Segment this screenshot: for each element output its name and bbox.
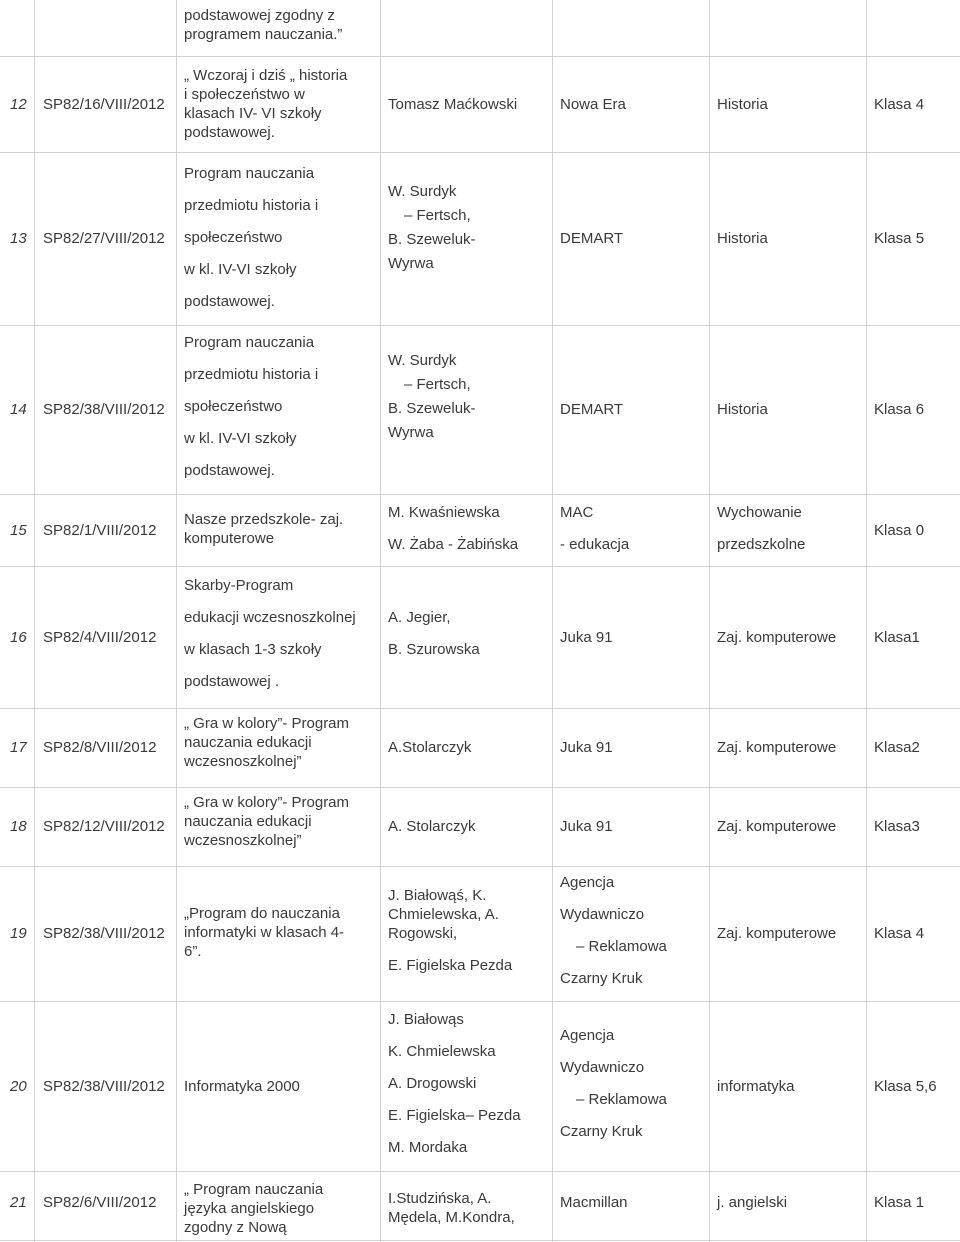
publisher: DEMART [560, 401, 624, 418]
class-level: Klasa 6 [874, 401, 925, 418]
publisher: MAC - edukacja [560, 504, 630, 553]
program-code: SP82/38/VIII/2012 [43, 401, 165, 418]
publisher: Agencja Wydawniczo – Reklamowa Czarny Kruk [560, 874, 667, 987]
author: I.Studzińska, A. Mędela, M.Kondra, [388, 1190, 515, 1226]
class-level: Klasa 4 [874, 95, 925, 113]
class-level: Klasa 5,6 [874, 1077, 937, 1095]
program-code: SP82/6/VIII/2012 [43, 1193, 157, 1211]
program-title: Informatyka 2000 [184, 1077, 300, 1095]
row-number: 15 [10, 521, 27, 539]
publisher: Juka 91 [560, 628, 613, 646]
class-level: Klasa 1 [874, 1193, 925, 1211]
column-divider [552, 0, 553, 1242]
author: J. Białowąś, K. Chmielewska, A. Rogowski, E. Figielska Pezda [388, 887, 513, 974]
class-level: Klasa 4 [874, 925, 925, 942]
program-title: „ Gra w kolory”- Program nauczania edukacji wczesnoszkolnej” [184, 715, 350, 770]
program-title: „ Gra w kolory”- Program nauczania edukacji wczesnoszkolnej” [184, 794, 350, 849]
author: A.Stolarczyk [388, 739, 472, 756]
author: A. Jegier, B. Szurowska [388, 609, 480, 658]
subject: j. angielski [717, 1193, 788, 1211]
publisher: Macmillan [560, 1193, 628, 1211]
class-level: Klasa2 [874, 739, 920, 756]
row-number: 19 [10, 925, 27, 942]
top-fragment: podstawowej zgodny z programem nauczania.” [184, 7, 343, 43]
row-number: 16 [10, 628, 27, 646]
subject: Historia [717, 95, 768, 113]
class-level: Klasa 5 [874, 230, 925, 247]
program-code: SP82/1/VIII/2012 [43, 521, 157, 539]
class-level: Klasa1 [874, 628, 920, 646]
subject: Historia [717, 401, 768, 418]
author: M. Kwaśniewska W. Żaba - Żabińska [388, 504, 519, 553]
row-divider [0, 1240, 960, 1241]
class-level: Klasa 0 [874, 521, 925, 539]
row-number: 17 [10, 739, 27, 756]
program-code: SP82/38/VIII/2012 [43, 925, 165, 942]
subject: Wychowanie przedszkolne [717, 504, 806, 553]
program-code: SP82/38/VIII/2012 [43, 1077, 165, 1095]
program-code: SP82/8/VIII/2012 [43, 739, 157, 756]
column-divider [709, 0, 710, 1242]
publisher: Agencja Wydawniczo – Reklamowa Czarny Kruk [560, 1027, 667, 1140]
publisher: Juka 91 [560, 818, 613, 835]
row-number: 14 [10, 401, 27, 418]
author: A. Stolarczyk [388, 818, 476, 835]
subject: Zaj. komputerowe [717, 818, 837, 835]
program-title: „ Program nauczania języka angielskiego zgodny z Nową [184, 1181, 324, 1236]
subject: Historia [717, 230, 768, 247]
author: Tomasz Maćkowski [388, 95, 518, 113]
program-title: Program nauczania przedmiotu historia i społeczeństwo w kl. IV-VI szkoły podstawowej. [184, 334, 319, 479]
program-title: Skarby-Program edukacji wczesnoszkolnej w klasach 1-3 szkoły podstawowej . [184, 577, 356, 690]
subject: Zaj. komputerowe [717, 925, 837, 942]
row-number: 21 [10, 1193, 27, 1211]
publisher: Nowa Era [560, 95, 626, 113]
program-title: Nasze przedszkole- zaj. komputerowe [184, 511, 344, 547]
row-number: 13 [10, 230, 27, 247]
author: W. Surdyk – Fertsch, B. Szeweluk- Wyrwa [388, 183, 476, 272]
program-title: Program nauczania przedmiotu historia i społeczeństwo w kl. IV-VI szkoły podstawowej. [184, 165, 319, 310]
class-level: Klasa3 [874, 818, 920, 835]
subject: Zaj. komputerowe [717, 739, 837, 756]
program-code: SP82/16/VIII/2012 [43, 95, 165, 113]
column-divider [380, 0, 381, 1242]
publisher: DEMART [560, 230, 624, 247]
column-divider [34, 0, 35, 1242]
program-code: SP82/27/VIII/2012 [43, 230, 165, 247]
program-code: SP82/4/VIII/2012 [43, 628, 157, 646]
column-divider [176, 0, 177, 1242]
subject: Zaj. komputerowe [717, 628, 837, 646]
program-code: SP82/12/VIII/2012 [43, 818, 165, 835]
subject: informatyka [717, 1077, 795, 1095]
program-title: „ Wczoraj i dziś „ historia i społeczeństwo w klasach IV- VI szkoły podstawowej. [184, 67, 348, 141]
author: W. Surdyk – Fertsch, B. Szeweluk- Wyrwa [388, 352, 476, 441]
author: J. Białowąs K. Chmielewska A. Drogowski E. Figielska– Pezda M. Mordaka [388, 1011, 521, 1156]
row-number: 12 [10, 95, 27, 113]
program-title: „Program do nauczania informatyki w klasach 4- 6”. [184, 905, 345, 960]
row-number: 18 [10, 818, 27, 835]
publisher: Juka 91 [560, 739, 613, 756]
row-number: 20 [10, 1077, 27, 1095]
column-divider [866, 0, 867, 1242]
